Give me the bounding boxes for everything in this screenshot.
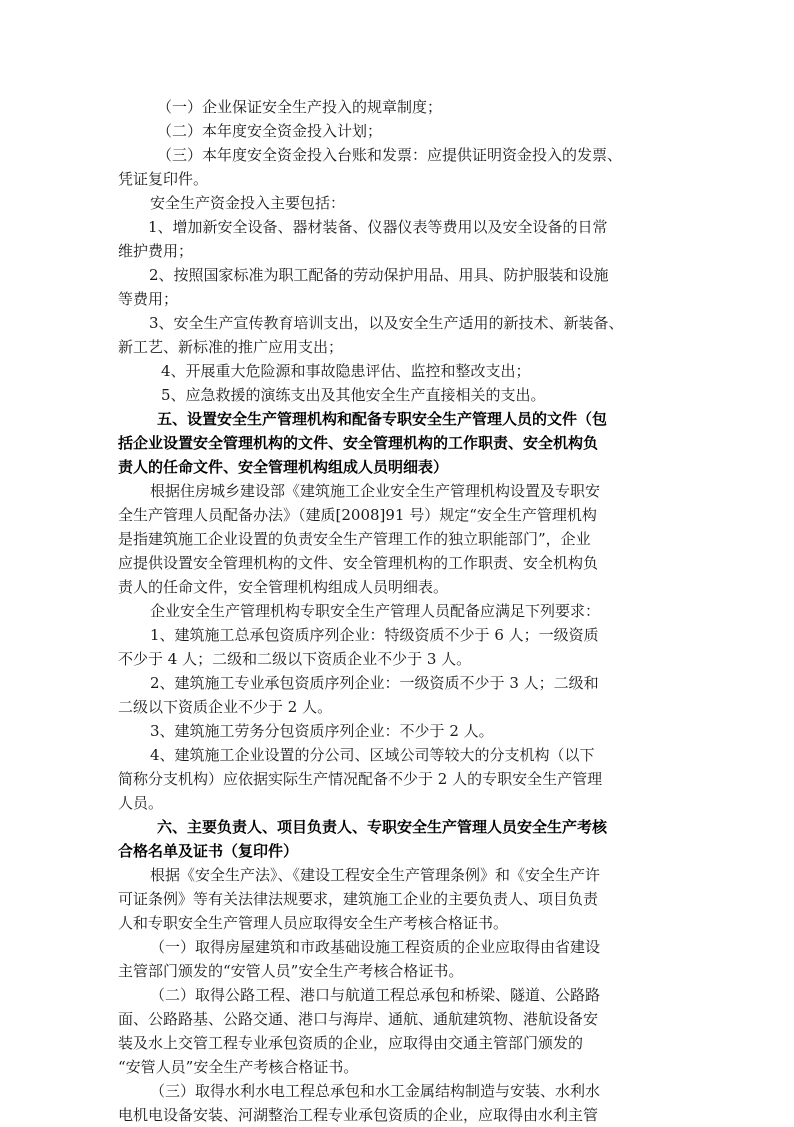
section-heading-line: 括企业设置安全管理机构的文件、安全管理机构的工作职责、安全机构负: [118, 434, 599, 452]
paragraph-line: 3、建筑施工劳务分包资质序列企业：不少于 2 人。: [150, 722, 494, 740]
paragraph-line: （二）取得公路工程、港口与航道工程总承包和桥梁、隧道、公路路: [150, 986, 601, 1004]
paragraph-line: “安管人员”安全生产考核合格证书。: [118, 1058, 359, 1076]
paragraph-line: 4、开展重大危险源和事故隐患评估、监控和整改支出；: [161, 362, 531, 380]
paragraph-line: 4、建筑施工企业设置的分公司、区域公司等较大的分支机构（以下: [150, 746, 595, 764]
paragraph-line: （一）取得房屋建筑和市政基础设施工程资质的企业应取得由省建设: [150, 938, 601, 956]
paragraph-line: 2、按照国家标准为职工配备的劳动保护用品、用具、防护服装和设施: [149, 266, 609, 284]
paragraph-line: 应提供设置安全管理机构的文件、安全管理机构的工作职责、安全机构负: [118, 554, 599, 572]
paragraph-line: 新工艺、新标准的推广应用支出；: [118, 338, 344, 356]
paragraph-line: 根据住房城乡建设部《建筑施工企业安全生产管理机构设置及专职安: [150, 482, 601, 500]
paragraph-line: 人和专职安全生产管理人员应取得安全生产考核合格证书。: [118, 914, 509, 932]
paragraph-line: 维护费用；: [118, 242, 194, 260]
paragraph-line: 企业安全生产管理机构专职安全生产管理人员配备应满足下列要求：: [150, 602, 601, 620]
paragraph-line: 装及水上交管工程专业承包资质的企业，应取得由交通主管部门颁发的: [118, 1034, 584, 1052]
paragraph-line: 2、建筑施工专业承包资质序列企业：一级资质不少于 3 人；二级和: [150, 674, 599, 692]
section-heading-line: 五、设置安全生产管理机构和配备专职安全生产管理人员的文件（包: [157, 410, 608, 428]
paragraph-line: 凭证复印件。: [118, 170, 209, 188]
paragraph-line: 人员。: [118, 794, 164, 812]
paragraph-line: 简称分支机构）应依据实际生产情况配备不少于 2 人的专职安全生产管理: [118, 770, 603, 788]
section-heading-line: 合格名单及证书（复印件）: [118, 842, 299, 860]
paragraph-line: 1、建筑施工总承包资质序列企业：特级资质不少于 6 人；一级资质: [150, 626, 599, 644]
paragraph-line: （三）本年度安全资金投入台账和发票：应提供证明资金投入的发票、: [157, 146, 623, 164]
paragraph-line: （二）本年度安全资金投入计划；: [157, 122, 383, 140]
paragraph-line: 5、应急救援的演练支出及其他安全生产直接相关的支出。: [161, 386, 546, 404]
paragraph-line: 责人的任命文件，安全管理机构组成人员明细表。: [118, 578, 449, 596]
section-heading-line: 六、主要负责人、项目负责人、专职安全生产管理人员安全生产考核: [157, 818, 608, 836]
paragraph-line: （三）取得水利水电工程总承包和水工金属结构制造与安装、水利水: [150, 1082, 601, 1100]
section-heading-line: 责人的任命文件、安全管理机构组成人员明细表）: [118, 458, 449, 476]
paragraph-line: 主管部门颁发的“安管人员”安全生产考核合格证书。: [118, 962, 464, 980]
paragraph-line: 根据《安全生产法》、《建设工程安全生产管理条例》和《安全生产许: [150, 866, 601, 884]
paragraph-line: 二级以下资质企业不少于 2 人。: [118, 698, 333, 716]
paragraph-line: 1、增加新安全设备、器材装备、仪器仪表等费用以及安全设备的日常: [148, 218, 608, 236]
document-body: [118, 95, 686, 1127]
paragraph-line: 面、公路路基、公路交通、港口与海岸、通航、通航建筑物、港航设备安: [118, 1010, 599, 1028]
paragraph-line: （一）企业保证安全生产投入的规章制度；: [157, 98, 443, 116]
paragraph-line: 全生产管理人员配备办法》（建质[2008]91 号）规定“安全生产管理机构: [118, 506, 597, 524]
paragraph-line: 等费用；: [118, 290, 179, 308]
paragraph-line: 不少于 4 人；二级和二级以下资质企业不少于 3 人。: [118, 650, 472, 668]
paragraph-line: 可证条例》等有关法律法规要求，建筑施工企业的主要负责人、项目负责: [118, 890, 599, 908]
paragraph-line: 电机电设备安装、河湖整治工程专业承包资质的企业，应取得由水利主管: [118, 1106, 599, 1124]
paragraph-line: 是指建筑施工企业设置的负责安全生产管理工作的独立职能部门”，企业: [118, 530, 591, 548]
paragraph-line: 3、安全生产宣传教育培训支出，以及安全生产适用的新技术、新装备、: [149, 314, 624, 332]
paragraph-line: 安全生产资金投入主要包括：: [150, 194, 346, 212]
